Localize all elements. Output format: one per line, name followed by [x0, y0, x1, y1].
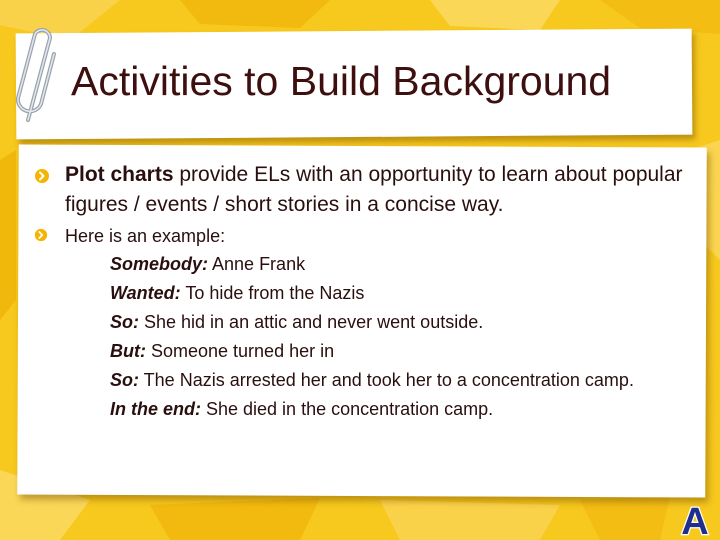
example-line-somebody: [110, 250, 710, 279]
logo-letter: A: [681, 503, 709, 537]
example-text: Someone turned her in: [145, 341, 335, 361]
example-label: So:: [110, 370, 139, 390]
example-text: She hid in an attic and never went outside.: [139, 312, 484, 332]
paperclip-icon: [14, 24, 64, 134]
example-line-so-2: [110, 366, 710, 395]
example-text: The Nazis arrested her and took her to a concentration camp.: [139, 370, 634, 390]
example-label: In the end:: [110, 399, 201, 419]
bullet-item-example: [34, 224, 696, 248]
a-logo-icon: [677, 503, 713, 537]
bullet-text: Here is an example:: [65, 226, 226, 246]
example-label: But:: [110, 341, 146, 361]
example-label: So:: [110, 312, 139, 332]
arrow-bullet-icon: [34, 168, 50, 184]
bullet-item-plot-charts: [34, 160, 696, 220]
example-line-but: [110, 337, 710, 366]
example-label: Wanted:: [110, 283, 181, 303]
slide-title: Activities to Build Background: [71, 58, 612, 104]
example-text: To hide from the Nazis: [180, 283, 365, 303]
bullet-bold-term: Plot charts: [65, 163, 174, 186]
arrow-bullet-icon: [34, 228, 48, 242]
plot-chart-example: [110, 250, 710, 424]
example-label: Somebody:: [110, 254, 209, 274]
example-text: She died in the concentration camp.: [201, 399, 494, 419]
bullet-text: [65, 160, 696, 220]
example-line-in-the-end: [110, 395, 710, 424]
bullet-body: provide ELs with an opportunity to learn about popular figures / events / short stories in a concise way.: [65, 163, 683, 216]
example-text: Anne Frank: [208, 254, 306, 274]
example-line-wanted: [110, 279, 710, 308]
example-line-so: [110, 308, 710, 337]
